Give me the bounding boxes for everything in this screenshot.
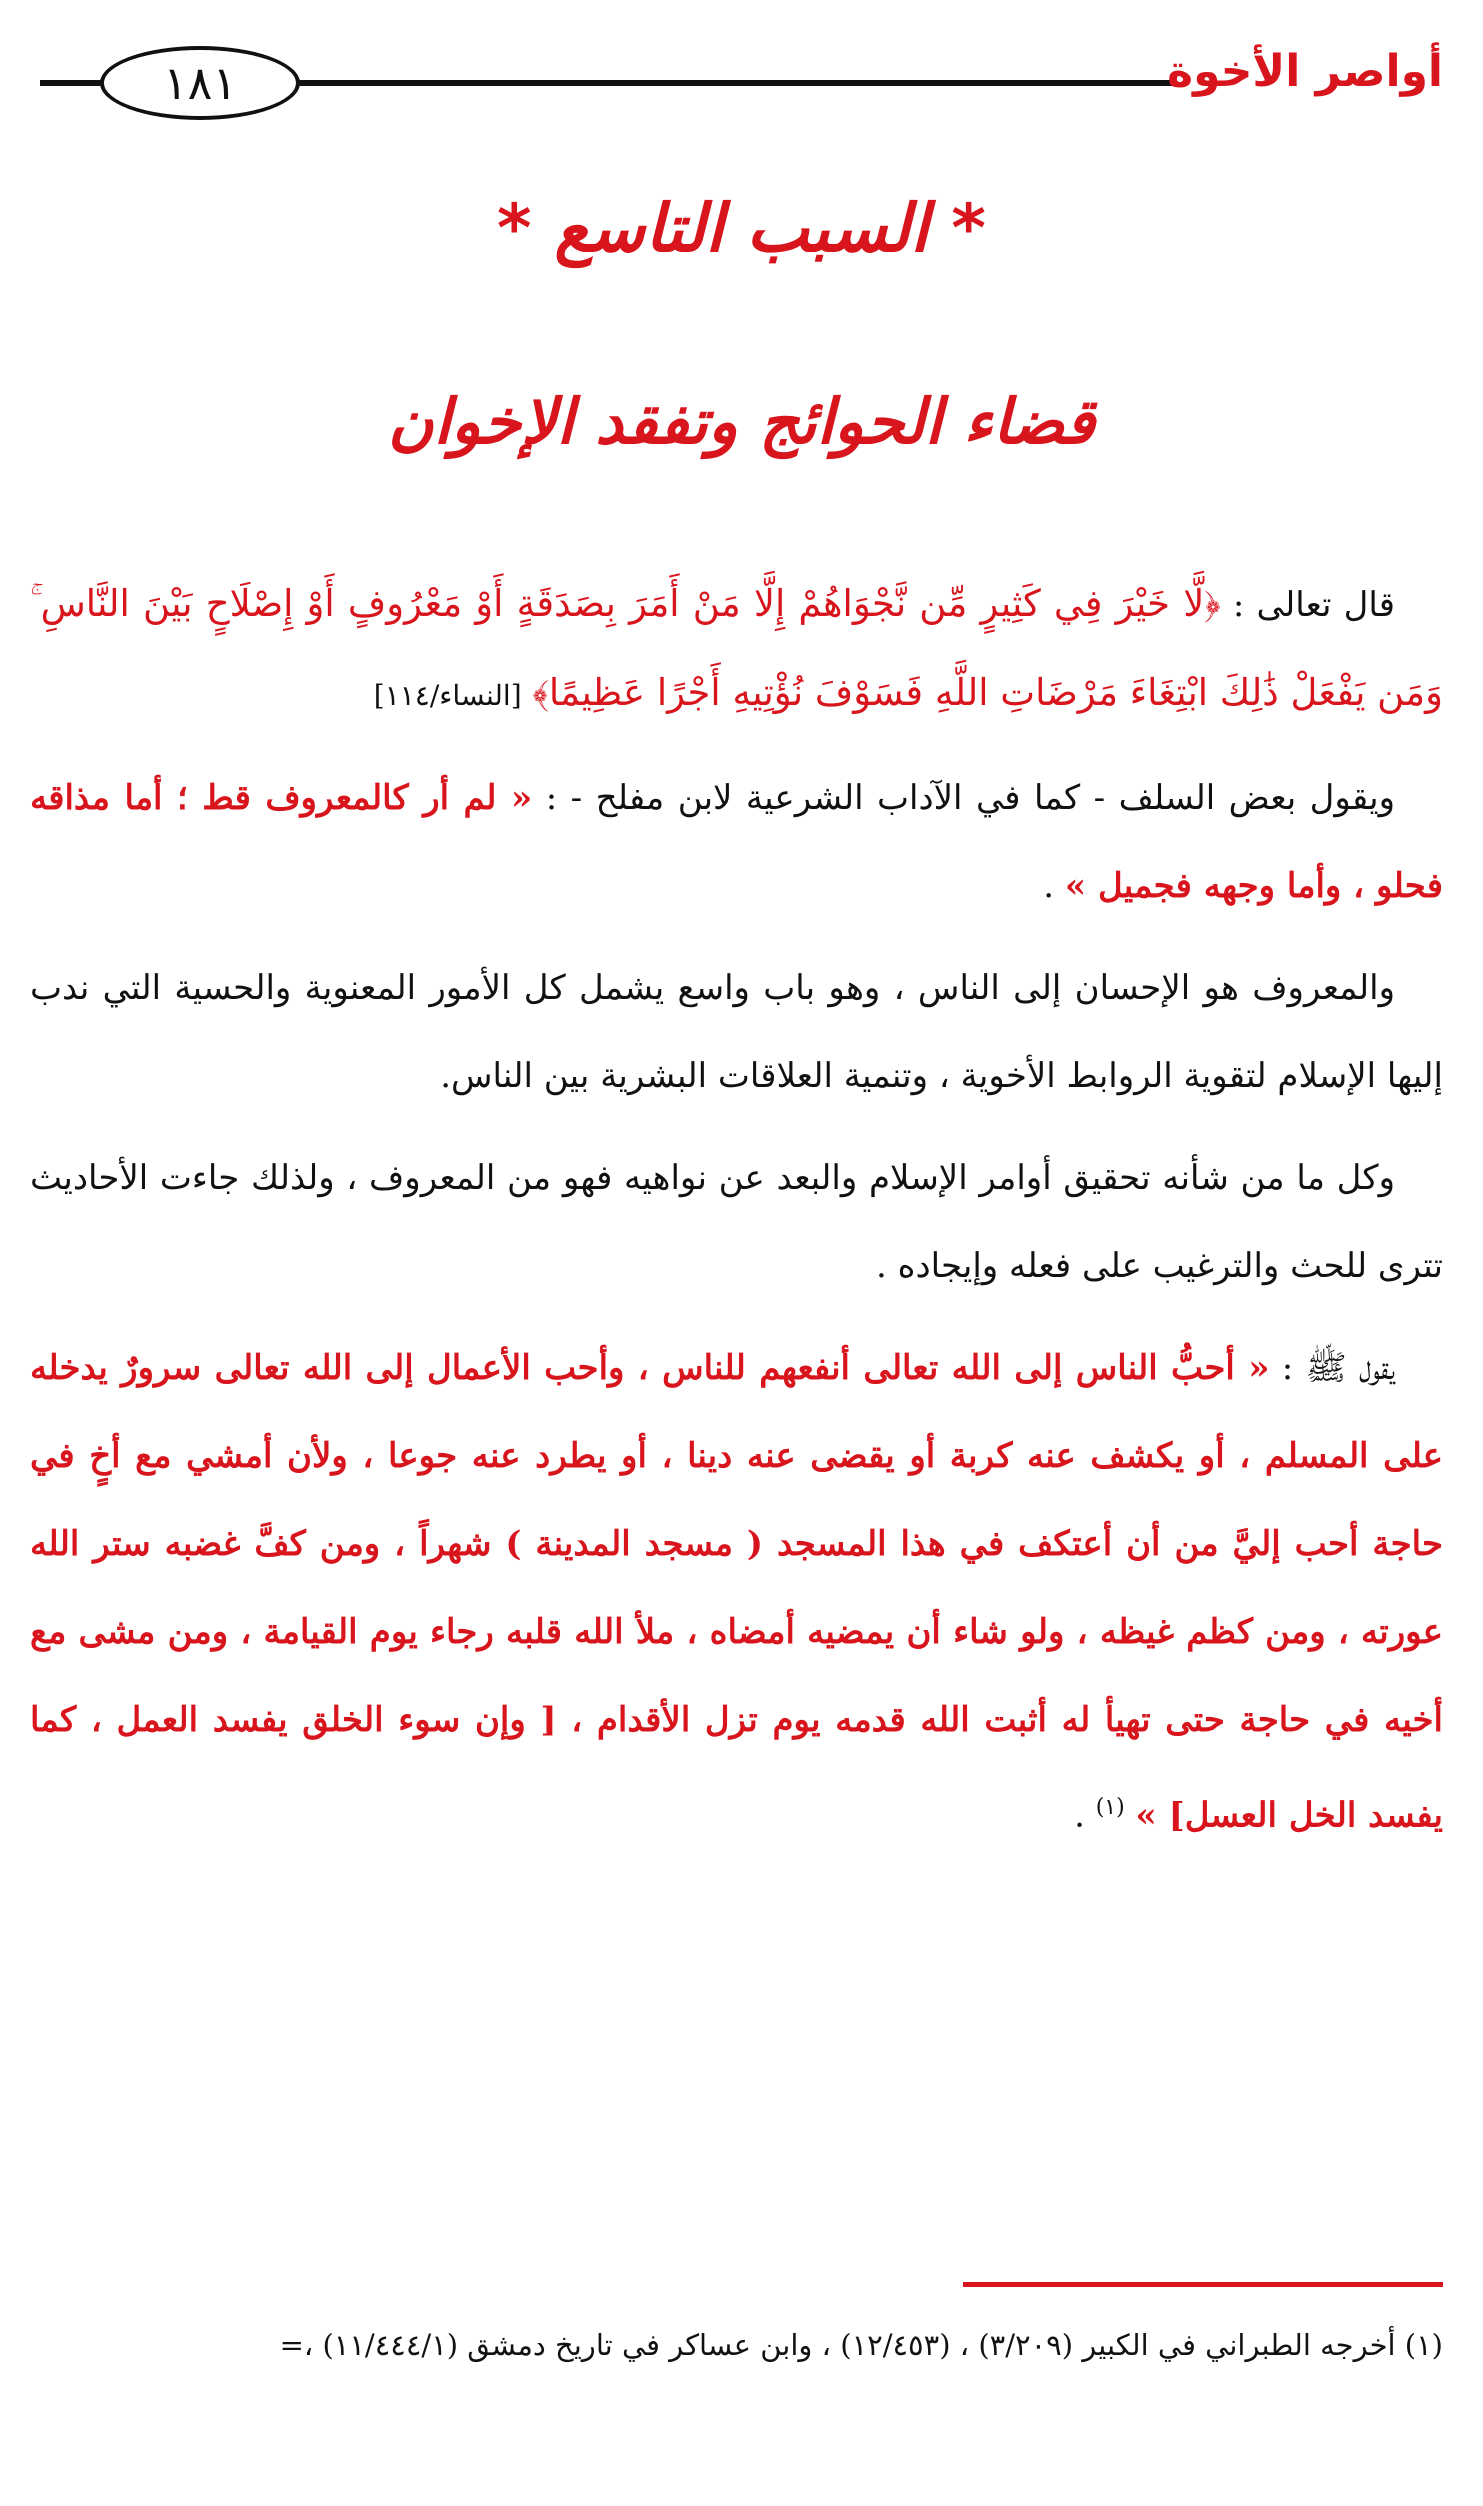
section-title: * السبب التاسع *	[497, 190, 986, 267]
paragraph-quran-verse	[30, 560, 1443, 740]
salaf-intro: ويقول بعض السلف - كما في الآداب الشرعية لابن مفلح - :	[532, 778, 1396, 818]
hadith-intro: يقول ﷺ :	[1269, 1348, 1396, 1388]
running-title: أواصر الأخوة	[1167, 46, 1443, 97]
maruf-definition-text: والمعروف هو الإحسان إلى الناس ، وهو باب واسع يشمل كل الأمور المعنوية والحسية التي ندب إليها الإسلام لتقوية الروابط الأخوية ، وتنمية العلاقات البشرية بين الناس.	[30, 968, 1443, 1096]
footnote-reference[interactable]: (١)	[1095, 1795, 1125, 1820]
body-text	[30, 560, 1443, 1873]
maruf-scope-text: وكل ما من شأنه تحقيق أوامر الإسلام والبعد عن نواهيه فهو من المعروف ، ولذلك جاءت الأحاديث تترى للحث والترغيب على فعله وإيجاده .	[30, 1158, 1443, 1286]
footnote-rule	[963, 2282, 1443, 2287]
salaf-quote: « لم أر كالمعروف قط ؛ أما مذاقه فحلو ، وأما وجهه فجميل »	[30, 778, 1443, 906]
section-subtitle: قضاء الحوائج وتفقد الإخوان	[387, 385, 1096, 458]
page-header	[40, 30, 1443, 130]
hadith-end: .	[1074, 1795, 1085, 1836]
verse-citation: [النساء/١١٤]	[373, 679, 522, 712]
paragraph-salaf-quote	[30, 754, 1443, 930]
paragraph-hadith	[30, 1324, 1443, 1859]
paragraph-maruf-scope	[30, 1134, 1443, 1310]
page-number: ١٨١	[100, 46, 300, 120]
quran-verse: ﴿لَّا خَيْرَ فِي كَثِيرٍ مِّن نَّجْوَاهُمْ إِلَّا مَنْ أَمَرَ بِصَدَقَةٍ أَوْ مَعْرُوفٍ أَوْ إِصْلَاحٍ بَيْنَ النَّاسِ ۚ وَمَن يَفْعَلْ ذَٰلِكَ ابْتِغَاءَ مَرْضَاتِ اللَّهِ فَسَوْفَ نُؤْتِيهِ أَجْرًا عَظِيمًا﴾	[30, 582, 1443, 714]
footnote: (١) أخرجه الطبراني في الكبير (٣/٢٠٩) ، (١٢/٤٥٣) ، وابن عساكر في تاريخ دمشق (١١/٤٤٤/١) ،=	[279, 2328, 1443, 2362]
salaf-end: .	[1043, 866, 1055, 906]
verse-intro: قال تعالى :	[1220, 585, 1395, 625]
paragraph-maruf-definition	[30, 944, 1443, 1120]
hadith-text: « أحبُّ الناس إلى الله تعالى أنفعهم للناس ، وأحب الأعمال إلى الله تعالى سرورٌ يدخله على المسلم ، أو يكشف عنه كربة أو يقضى عنه دينا ، أو يطرد عنه جوعا ، ولأن أمشي مع أخٍ في حاجة أحب إليَّ من أن أعتكف في هذا المسجد ( مسجد المدينة ) شهراً ، ومن كفَّ غضبه ستر الله عورته ، ومن كظم غيظه ، ولو شاء أن يمضيه أمضاه ، ملأ الله قلبه رجاء يوم القيامة ، ومن مشى مع أخيه في حاجة حتى تهيأ له أثبت الله قدمه يوم تزل الأقدام ، [ وإن سوء الخلق يفسد العمل ، كما يفسد الخل العسل] »	[30, 1348, 1443, 1836]
